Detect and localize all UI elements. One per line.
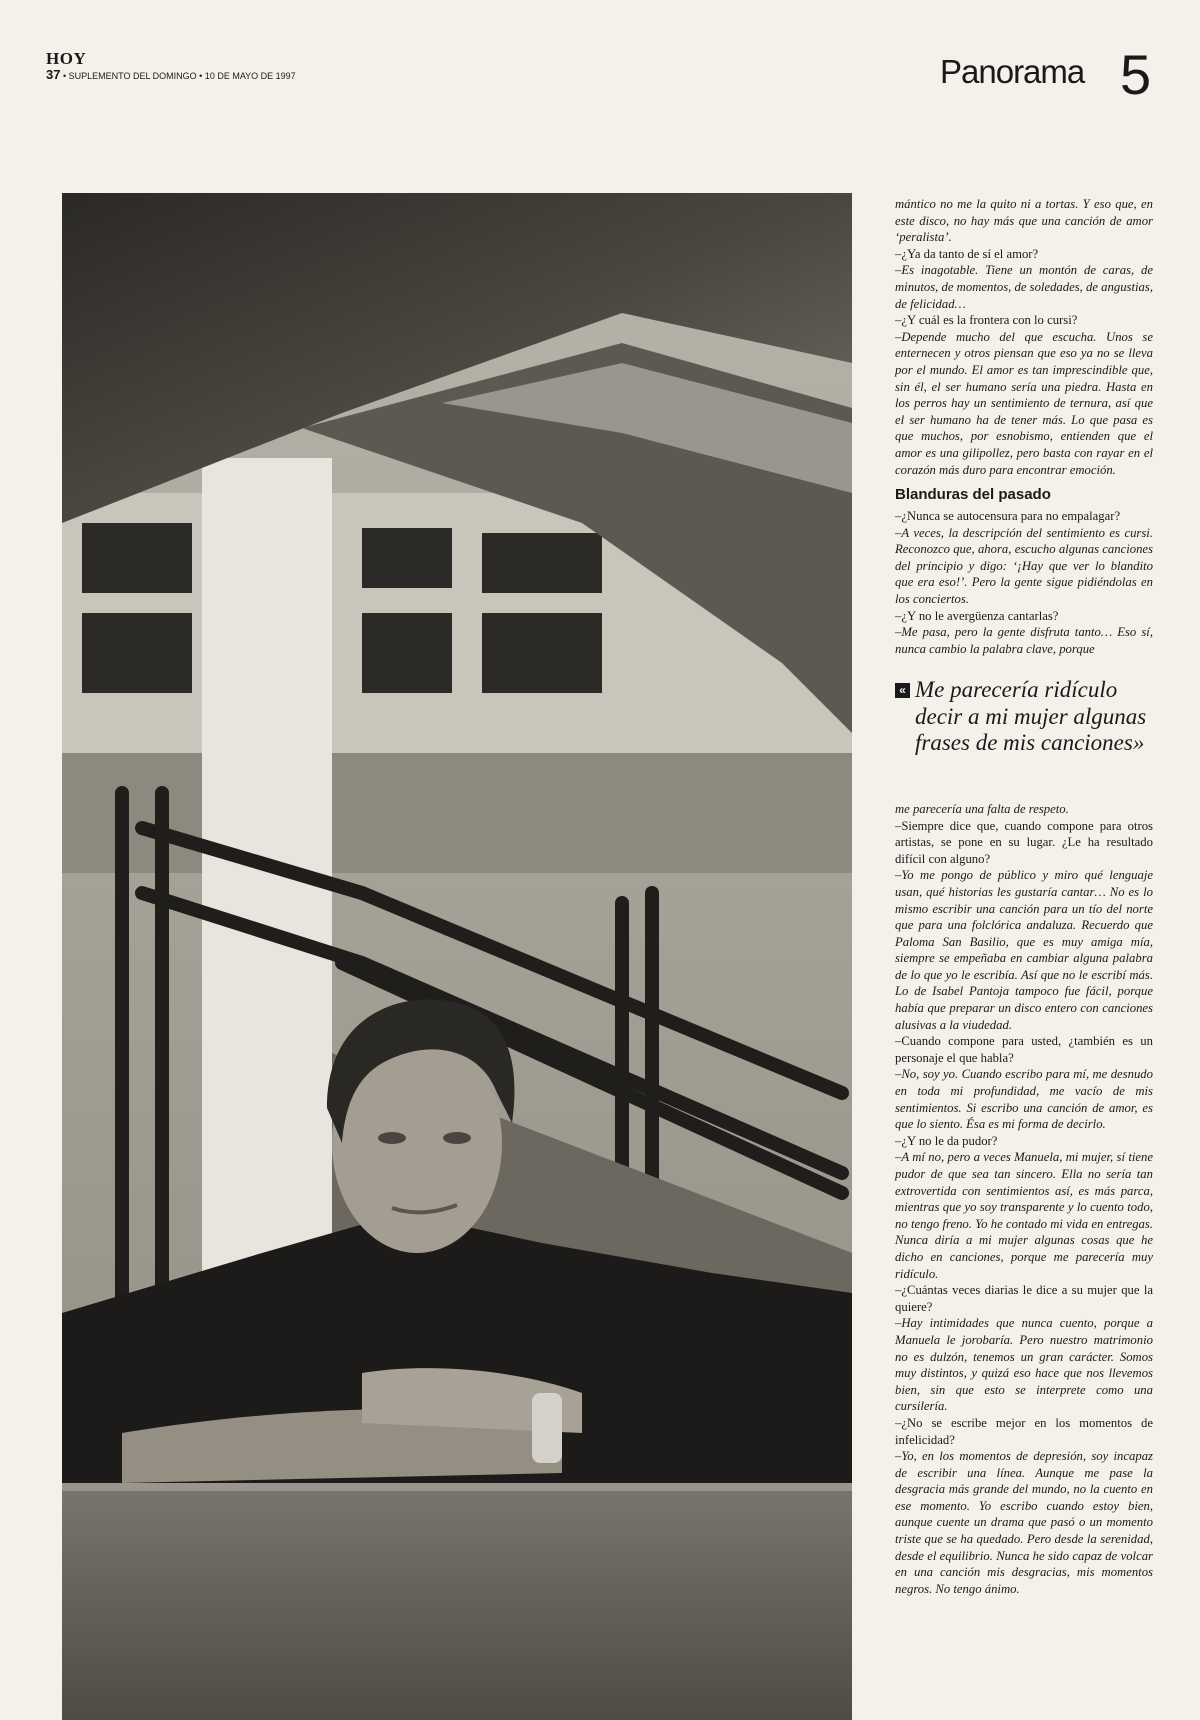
quote-mark-icon: «	[895, 683, 910, 698]
portrait-photo	[62, 193, 852, 1720]
question-paragraph: –¿Ya da tanto de sí el amor?	[895, 246, 1039, 261]
question-paragraph: –¿No se escribe mejor en los momentos de infelicidad?	[895, 1415, 1153, 1447]
answer-paragraph: –Hay intimidades que nunca cuento, porque a Manuela le jorobaría. Pero nuestro matrimonio no es dulzón, tenemos un gran carácter. Somos muy distintos, y quizá eso hace que nos llevemos bien, sin que esto se interprete como una cursilería.	[895, 1316, 1153, 1414]
photo-portrait-icon	[62, 193, 852, 1720]
answer-paragraph: –A veces, la descripción del sentimiento es cursi. Reconozco que, ahora, escucho algunas canciones del principio y digo: ‘¡Hay que ver lo blandito que era eso!’. Pero la gente sigue pidiéndolas en los conciertos.	[895, 525, 1153, 607]
page-number: 5	[1120, 43, 1152, 106]
answer-paragraph: –Yo, en los momentos de depresión, soy incapaz de escribir una línea. Aunque me pase la desgracia más grande del mundo, no la cuento en ese momento. Yo escribo cuando estoy bien, aunque cuente un drama que pasó o un momento triste que se ha quedado. Pero desde la serenidad, desde el equilibrio. Nunca he sido capaz de volcar en una canción mis desgracias, mis momentos negros. No tengo ánimo.	[895, 1449, 1153, 1596]
question-paragraph: –¿Y cuál es la frontera con lo cursi?	[895, 313, 1078, 328]
dateline-text: • SUPLEMENTO DEL DOMINGO • 10 DE MAYO DE 1997	[62, 71, 296, 81]
article-block-3	[895, 801, 1153, 1598]
section-title: Panorama	[940, 53, 1085, 90]
pull-quote	[895, 677, 1153, 757]
answer-paragraph: me parecería una falta de respeto.	[895, 801, 1069, 816]
answer-paragraph: mántico no me la quito ni a tortas. Y eso que, en este disco, no hay más que una canción de amor ‘peralista’.	[895, 197, 1153, 245]
article-subhead: Blanduras del pasado	[895, 486, 1051, 504]
article-block-2	[895, 508, 1153, 657]
answer-paragraph: –Es inagotable. Tiene un montón de caras, de minutos, de momentos, de soledades, de angustias, de felicidad…	[895, 263, 1153, 311]
question-paragraph: –¿Cuántas veces diarias le dice a su mujer que la quiere?	[895, 1283, 1153, 1314]
dateline	[46, 69, 296, 82]
issue-number: 37	[46, 67, 61, 82]
question-paragraph: –Siempre dice que, cuando compone para otros artistas, se pone en su lugar. ¿Le ha resultado difícil con alguno?	[895, 818, 1153, 866]
article-block-1	[895, 196, 1153, 478]
article-column	[895, 196, 1153, 1597]
answer-paragraph: –A mí no, pero a veces Manuela, mi mujer, sí tiene pudor de que sea tan sincero. Ella no sería tan extrovertida con sentimientos así, es más parca, mientras que yo soy transparente y lo cuento todo, no tengo freno. Yo he contado mi vida en entregas. Nunca diría a mi mujer algunas cosas que he dicho en canciones, porque me parecería muy ridículo.	[895, 1150, 1153, 1281]
answer-paragraph: –Depende mucho del que escucha. Unos se enternecen y otros piensan que eso ya no se lleva por el mundo. El amor es tan imprescindible que, sin él, el ser humano sería una piedra. Hasta en los perros hay un sentimiento de ternura, así que el ser humano ha de tener más. Lo que pasa es que muchos, por esnobismo, entienden que el amor es una gilipollez, pero basta con rayar en el corazón más duro para encontrar emoción.	[895, 329, 1153, 477]
newspaper-logo: HOY	[46, 49, 87, 68]
question-paragraph: –¿Nunca se autocensura para no empalagar?	[895, 509, 1121, 524]
question-paragraph: –Cuando compone para usted, ¿también es un personaje el que habla?	[895, 1034, 1153, 1065]
answer-paragraph: –Me pasa, pero la gente disfruta tanto… Eso sí, nunca cambio la palabra clave, porque	[895, 625, 1153, 656]
masthead	[46, 50, 296, 82]
question-paragraph: –¿Y no le avergüenza cantarlas?	[895, 608, 1059, 623]
answer-paragraph: –No, soy yo. Cuando escribo para mí, me desnudo en toda mi profundidad, me vacío de mis sentimientos. Si escribo una canción de amor, es que lo siento. Ésa es mi forma de decirlo.	[895, 1067, 1153, 1132]
answer-paragraph: –Yo me pongo de público y miro qué lenguaje usan, qué historias les gustaría cantar… No es lo mismo escribir una canción para un tío del norte que para una folclórica andaluza. Recuerdo que Paloma San Basilio, que es muy amiga mía, siempre se empeñaba en cambiar alguna palabra de lo que yo le escribía. Así que no le escribí más. Lo de Isabel Pantoja tampoco fue fácil, porque había que preparar un disco entero con canciones alusivas a la viudedad.	[895, 868, 1153, 1032]
question-paragraph: –¿Y no le da pudor?	[895, 1133, 998, 1148]
pull-quote-text: Me parecería ridículo decir a mi mujer algunas frases de mis canciones»	[915, 677, 1147, 756]
